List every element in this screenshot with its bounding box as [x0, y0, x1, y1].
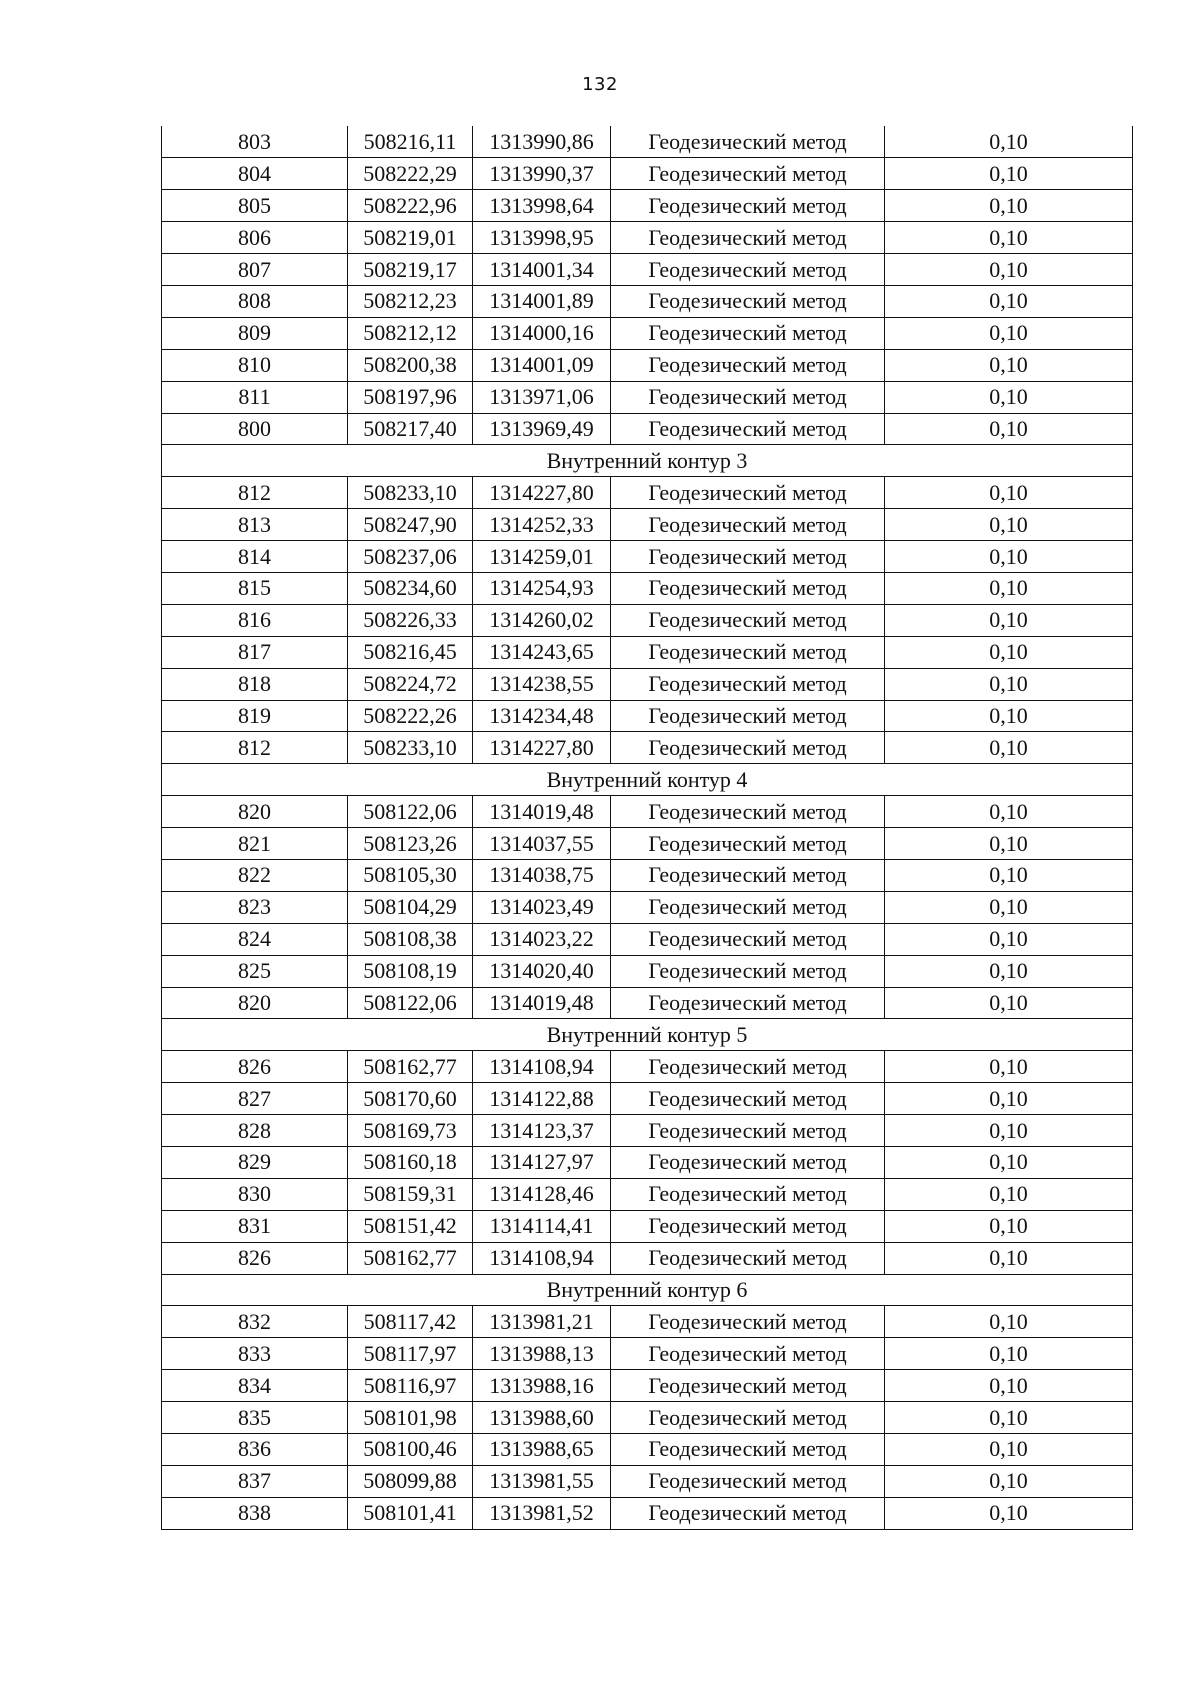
y-coordinate-cell: 1313988,16: [473, 1370, 611, 1402]
accuracy-cell: 0,10: [885, 190, 1133, 222]
method-cell: Геодезический метод: [611, 1497, 885, 1529]
table-row: [162, 1083, 1133, 1115]
method-cell: Геодезический метод: [611, 1306, 885, 1338]
x-coordinate-cell: 508117,42: [348, 1306, 473, 1338]
method-cell: Геодезический метод: [611, 222, 885, 254]
table-row: [162, 1338, 1133, 1370]
table-row: [162, 477, 1133, 509]
y-coordinate-cell: 1314001,09: [473, 349, 611, 381]
accuracy-cell: 0,10: [885, 955, 1133, 987]
table-row: [162, 859, 1133, 891]
contour-section-title: Внутренний контур 6: [162, 1274, 1133, 1306]
point-number-cell: 805: [162, 190, 348, 222]
point-number-cell: 831: [162, 1210, 348, 1242]
table-row: [162, 349, 1133, 381]
table-row: [162, 1465, 1133, 1497]
table-row: [162, 1497, 1133, 1529]
point-number-cell: 804: [162, 158, 348, 190]
x-coordinate-cell: 508117,97: [348, 1338, 473, 1370]
x-coordinate-cell: 508222,26: [348, 700, 473, 732]
point-number-cell: 812: [162, 477, 348, 509]
x-coordinate-cell: 508234,60: [348, 572, 473, 604]
contour-section-title: Внутренний контур 3: [162, 445, 1133, 477]
point-number-cell: 838: [162, 1497, 348, 1529]
accuracy-cell: 0,10: [885, 1115, 1133, 1147]
point-number-cell: 815: [162, 572, 348, 604]
method-cell: Геодезический метод: [611, 732, 885, 764]
y-coordinate-cell: 1314123,37: [473, 1115, 611, 1147]
point-number-cell: 826: [162, 1051, 348, 1083]
accuracy-cell: 0,10: [885, 732, 1133, 764]
point-number-cell: 834: [162, 1370, 348, 1402]
x-coordinate-cell: 508122,06: [348, 987, 473, 1019]
x-coordinate-cell: 508224,72: [348, 668, 473, 700]
contour-section-row: [162, 1274, 1133, 1306]
x-coordinate-cell: 508222,96: [348, 190, 473, 222]
method-cell: Геодезический метод: [611, 1370, 885, 1402]
point-number-cell: 807: [162, 254, 348, 286]
x-coordinate-cell: 508101,98: [348, 1402, 473, 1434]
table-row: [162, 700, 1133, 732]
accuracy-cell: 0,10: [885, 923, 1133, 955]
point-number-cell: 820: [162, 987, 348, 1019]
y-coordinate-cell: 1313981,52: [473, 1497, 611, 1529]
y-coordinate-cell: 1313988,13: [473, 1338, 611, 1370]
x-coordinate-cell: 508162,77: [348, 1242, 473, 1274]
accuracy-cell: 0,10: [885, 828, 1133, 860]
point-number-cell: 822: [162, 859, 348, 891]
y-coordinate-cell: 1314227,80: [473, 732, 611, 764]
y-coordinate-cell: 1314259,01: [473, 541, 611, 573]
x-coordinate-cell: 508219,17: [348, 254, 473, 286]
x-coordinate-cell: 508101,41: [348, 1497, 473, 1529]
method-cell: Геодезический метод: [611, 541, 885, 573]
accuracy-cell: 0,10: [885, 381, 1133, 413]
table-row: [162, 381, 1133, 413]
contour-section-title: Внутренний контур 5: [162, 1019, 1133, 1051]
contour-section-row: [162, 1019, 1133, 1051]
x-coordinate-cell: 508099,88: [348, 1465, 473, 1497]
point-number-cell: 817: [162, 636, 348, 668]
y-coordinate-cell: 1314019,48: [473, 796, 611, 828]
y-coordinate-cell: 1313988,65: [473, 1434, 611, 1466]
x-coordinate-cell: 508212,23: [348, 285, 473, 317]
point-number-cell: 835: [162, 1402, 348, 1434]
table-row: [162, 158, 1133, 190]
accuracy-cell: 0,10: [885, 1465, 1133, 1497]
method-cell: Геодезический метод: [611, 700, 885, 732]
method-cell: Геодезический метод: [611, 572, 885, 604]
table-row: [162, 413, 1133, 445]
coordinates-table: [161, 126, 1133, 1530]
y-coordinate-cell: 1313990,37: [473, 158, 611, 190]
x-coordinate-cell: 508116,97: [348, 1370, 473, 1402]
method-cell: Геодезический метод: [611, 668, 885, 700]
x-coordinate-cell: 508100,46: [348, 1434, 473, 1466]
y-coordinate-cell: 1314037,55: [473, 828, 611, 860]
page-number: 132: [582, 74, 618, 95]
point-number-cell: 816: [162, 604, 348, 636]
y-coordinate-cell: 1314260,02: [473, 604, 611, 636]
y-coordinate-cell: 1314127,97: [473, 1147, 611, 1179]
y-coordinate-cell: 1314020,40: [473, 955, 611, 987]
y-coordinate-cell: 1313969,49: [473, 413, 611, 445]
accuracy-cell: 0,10: [885, 126, 1133, 158]
accuracy-cell: 0,10: [885, 317, 1133, 349]
table-row: [162, 509, 1133, 541]
y-coordinate-cell: 1314023,49: [473, 891, 611, 923]
table-row: [162, 541, 1133, 573]
point-number-cell: 818: [162, 668, 348, 700]
x-coordinate-cell: 508226,33: [348, 604, 473, 636]
point-number-cell: 836: [162, 1434, 348, 1466]
y-coordinate-cell: 1313981,21: [473, 1306, 611, 1338]
method-cell: Геодезический метод: [611, 1178, 885, 1210]
point-number-cell: 813: [162, 509, 348, 541]
point-number-cell: 823: [162, 891, 348, 923]
method-cell: Геодезический метод: [611, 1210, 885, 1242]
accuracy-cell: 0,10: [885, 1370, 1133, 1402]
accuracy-cell: 0,10: [885, 1338, 1133, 1370]
table-row: [162, 222, 1133, 254]
point-number-cell: 837: [162, 1465, 348, 1497]
point-number-cell: 830: [162, 1178, 348, 1210]
table-row: [162, 254, 1133, 286]
method-cell: Геодезический метод: [611, 955, 885, 987]
accuracy-cell: 0,10: [885, 604, 1133, 636]
accuracy-cell: 0,10: [885, 987, 1133, 1019]
method-cell: Геодезический метод: [611, 636, 885, 668]
x-coordinate-cell: 508159,31: [348, 1178, 473, 1210]
method-cell: Геодезический метод: [611, 126, 885, 158]
x-coordinate-cell: 508160,18: [348, 1147, 473, 1179]
x-coordinate-cell: 508108,38: [348, 923, 473, 955]
point-number-cell: 820: [162, 796, 348, 828]
method-cell: Геодезический метод: [611, 1051, 885, 1083]
table-row: [162, 891, 1133, 923]
x-coordinate-cell: 508216,45: [348, 636, 473, 668]
x-coordinate-cell: 508162,77: [348, 1051, 473, 1083]
contour-section-title: Внутренний контур 4: [162, 764, 1133, 796]
accuracy-cell: 0,10: [885, 1147, 1133, 1179]
x-coordinate-cell: 508216,11: [348, 126, 473, 158]
table-row: [162, 636, 1133, 668]
y-coordinate-cell: 1314001,34: [473, 254, 611, 286]
accuracy-cell: 0,10: [885, 1497, 1133, 1529]
point-number-cell: 824: [162, 923, 348, 955]
method-cell: Геодезический метод: [611, 1147, 885, 1179]
method-cell: Геодезический метод: [611, 1115, 885, 1147]
accuracy-cell: 0,10: [885, 1242, 1133, 1274]
point-number-cell: 806: [162, 222, 348, 254]
y-coordinate-cell: 1313971,06: [473, 381, 611, 413]
accuracy-cell: 0,10: [885, 1210, 1133, 1242]
accuracy-cell: 0,10: [885, 1051, 1133, 1083]
point-number-cell: 810: [162, 349, 348, 381]
table-row: [162, 987, 1133, 1019]
x-coordinate-cell: 508122,06: [348, 796, 473, 828]
point-number-cell: 829: [162, 1147, 348, 1179]
y-coordinate-cell: 1314108,94: [473, 1051, 611, 1083]
point-number-cell: 809: [162, 317, 348, 349]
accuracy-cell: 0,10: [885, 636, 1133, 668]
accuracy-cell: 0,10: [885, 477, 1133, 509]
x-coordinate-cell: 508105,30: [348, 859, 473, 891]
table-row: [162, 1402, 1133, 1434]
table-row: [162, 604, 1133, 636]
y-coordinate-cell: 1314023,22: [473, 923, 611, 955]
accuracy-cell: 0,10: [885, 1306, 1133, 1338]
x-coordinate-cell: 508169,73: [348, 1115, 473, 1147]
contour-section-row: [162, 445, 1133, 477]
accuracy-cell: 0,10: [885, 509, 1133, 541]
method-cell: Геодезический метод: [611, 477, 885, 509]
table-row: [162, 190, 1133, 222]
method-cell: Геодезический метод: [611, 349, 885, 381]
y-coordinate-cell: 1313981,55: [473, 1465, 611, 1497]
y-coordinate-cell: 1314122,88: [473, 1083, 611, 1115]
point-number-cell: 808: [162, 285, 348, 317]
accuracy-cell: 0,10: [885, 254, 1133, 286]
point-number-cell: 819: [162, 700, 348, 732]
y-coordinate-cell: 1314038,75: [473, 859, 611, 891]
accuracy-cell: 0,10: [885, 668, 1133, 700]
method-cell: Геодезический метод: [611, 604, 885, 636]
method-cell: Геодезический метод: [611, 190, 885, 222]
x-coordinate-cell: 508222,29: [348, 158, 473, 190]
table-row: [162, 572, 1133, 604]
method-cell: Геодезический метод: [611, 509, 885, 541]
method-cell: Геодезический метод: [611, 413, 885, 445]
method-cell: Геодезический метод: [611, 1402, 885, 1434]
method-cell: Геодезический метод: [611, 891, 885, 923]
point-number-cell: 821: [162, 828, 348, 860]
accuracy-cell: 0,10: [885, 796, 1133, 828]
y-coordinate-cell: 1313988,60: [473, 1402, 611, 1434]
accuracy-cell: 0,10: [885, 413, 1133, 445]
x-coordinate-cell: 508197,96: [348, 381, 473, 413]
y-coordinate-cell: 1314234,48: [473, 700, 611, 732]
x-coordinate-cell: 508200,38: [348, 349, 473, 381]
accuracy-cell: 0,10: [885, 158, 1133, 190]
method-cell: Геодезический метод: [611, 923, 885, 955]
point-number-cell: 832: [162, 1306, 348, 1338]
x-coordinate-cell: 508123,26: [348, 828, 473, 860]
table-row: [162, 1178, 1133, 1210]
x-coordinate-cell: 508237,06: [348, 541, 473, 573]
x-coordinate-cell: 508108,19: [348, 955, 473, 987]
accuracy-cell: 0,10: [885, 285, 1133, 317]
accuracy-cell: 0,10: [885, 572, 1133, 604]
accuracy-cell: 0,10: [885, 222, 1133, 254]
table-row: [162, 828, 1133, 860]
y-coordinate-cell: 1314252,33: [473, 509, 611, 541]
x-coordinate-cell: 508219,01: [348, 222, 473, 254]
table-row: [162, 126, 1133, 158]
y-coordinate-cell: 1313998,95: [473, 222, 611, 254]
accuracy-cell: 0,10: [885, 700, 1133, 732]
table-row: [162, 285, 1133, 317]
table-row: [162, 1242, 1133, 1274]
method-cell: Геодезический метод: [611, 317, 885, 349]
table-row: [162, 1115, 1133, 1147]
method-cell: Геодезический метод: [611, 987, 885, 1019]
method-cell: Геодезический метод: [611, 828, 885, 860]
y-coordinate-cell: 1314243,65: [473, 636, 611, 668]
table-row: [162, 1210, 1133, 1242]
method-cell: Геодезический метод: [611, 796, 885, 828]
point-number-cell: 814: [162, 541, 348, 573]
method-cell: Геодезический метод: [611, 1434, 885, 1466]
coordinates-table-body: [162, 126, 1133, 1529]
table-row: [162, 1370, 1133, 1402]
y-coordinate-cell: 1314000,16: [473, 317, 611, 349]
contour-section-row: [162, 764, 1133, 796]
y-coordinate-cell: 1314114,41: [473, 1210, 611, 1242]
accuracy-cell: 0,10: [885, 1178, 1133, 1210]
point-number-cell: 825: [162, 955, 348, 987]
point-number-cell: 833: [162, 1338, 348, 1370]
method-cell: Геодезический метод: [611, 1465, 885, 1497]
y-coordinate-cell: 1314238,55: [473, 668, 611, 700]
x-coordinate-cell: 508104,29: [348, 891, 473, 923]
table-row: [162, 732, 1133, 764]
accuracy-cell: 0,10: [885, 349, 1133, 381]
accuracy-cell: 0,10: [885, 541, 1133, 573]
table-row: [162, 1434, 1133, 1466]
y-coordinate-cell: 1314001,89: [473, 285, 611, 317]
table-row: [162, 1306, 1133, 1338]
accuracy-cell: 0,10: [885, 1083, 1133, 1115]
method-cell: Геодезический метод: [611, 1242, 885, 1274]
point-number-cell: 803: [162, 126, 348, 158]
y-coordinate-cell: 1314108,94: [473, 1242, 611, 1274]
y-coordinate-cell: 1313998,64: [473, 190, 611, 222]
table-row: [162, 1051, 1133, 1083]
method-cell: Геодезический метод: [611, 158, 885, 190]
table-row: [162, 955, 1133, 987]
table-row: [162, 668, 1133, 700]
accuracy-cell: 0,10: [885, 1434, 1133, 1466]
method-cell: Геодезический метод: [611, 381, 885, 413]
x-coordinate-cell: 508233,10: [348, 477, 473, 509]
y-coordinate-cell: 1313990,86: [473, 126, 611, 158]
x-coordinate-cell: 508151,42: [348, 1210, 473, 1242]
x-coordinate-cell: 508233,10: [348, 732, 473, 764]
y-coordinate-cell: 1314019,48: [473, 987, 611, 1019]
table-row: [162, 317, 1133, 349]
x-coordinate-cell: 508217,40: [348, 413, 473, 445]
point-number-cell: 826: [162, 1242, 348, 1274]
table-row: [162, 923, 1133, 955]
point-number-cell: 828: [162, 1115, 348, 1147]
method-cell: Геодезический метод: [611, 254, 885, 286]
method-cell: Геодезический метод: [611, 1338, 885, 1370]
x-coordinate-cell: 508170,60: [348, 1083, 473, 1115]
table-row: [162, 1147, 1133, 1179]
method-cell: Геодезический метод: [611, 859, 885, 891]
point-number-cell: 811: [162, 381, 348, 413]
x-coordinate-cell: 508247,90: [348, 509, 473, 541]
y-coordinate-cell: 1314254,93: [473, 572, 611, 604]
y-coordinate-cell: 1314128,46: [473, 1178, 611, 1210]
accuracy-cell: 0,10: [885, 891, 1133, 923]
accuracy-cell: 0,10: [885, 859, 1133, 891]
y-coordinate-cell: 1314227,80: [473, 477, 611, 509]
accuracy-cell: 0,10: [885, 1402, 1133, 1434]
point-number-cell: 827: [162, 1083, 348, 1115]
method-cell: Геодезический метод: [611, 1083, 885, 1115]
point-number-cell: 800: [162, 413, 348, 445]
x-coordinate-cell: 508212,12: [348, 317, 473, 349]
point-number-cell: 812: [162, 732, 348, 764]
table-row: [162, 796, 1133, 828]
method-cell: Геодезический метод: [611, 285, 885, 317]
